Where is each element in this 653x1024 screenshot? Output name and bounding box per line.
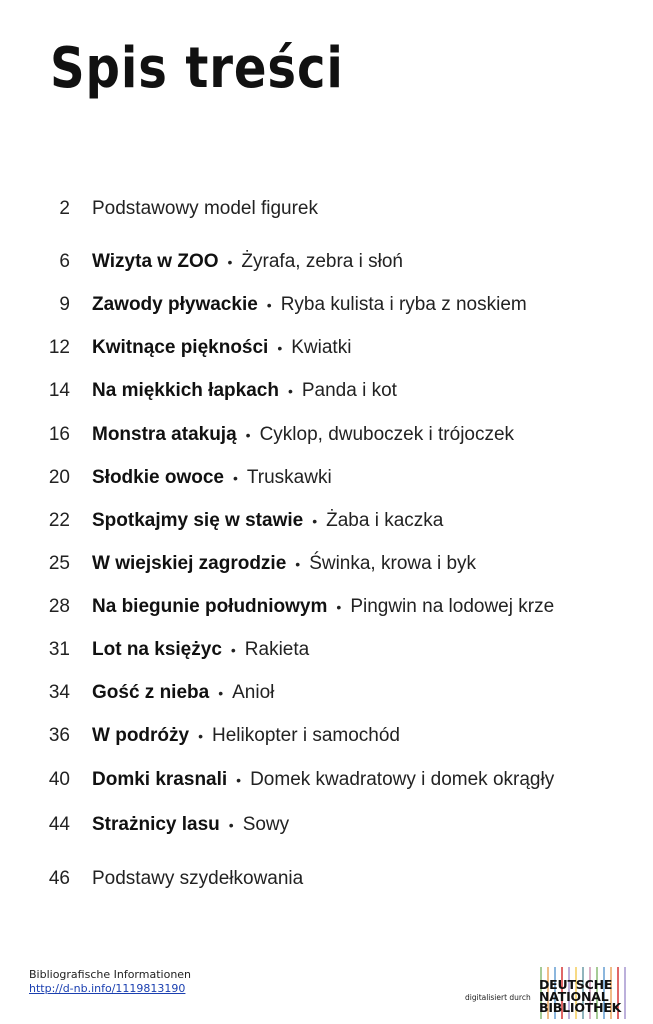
toc-title: Lot na księżyc bbox=[92, 639, 222, 660]
dnb-text-line: DEUTSCHE bbox=[539, 977, 613, 992]
dnb-text-line: NATIONAL bbox=[539, 988, 609, 1004]
toc-subtitle: Żyrafa, zebra i słoń bbox=[241, 251, 403, 272]
bibliographic-info bbox=[29, 968, 191, 996]
bullet-separator: • bbox=[232, 470, 238, 486]
toc-entry bbox=[0, 506, 640, 536]
toc-entry bbox=[0, 721, 640, 751]
toc-page-number: 2 bbox=[59, 198, 70, 219]
toc-title: Zawody pływackie bbox=[92, 294, 258, 315]
bullet-separator: • bbox=[266, 297, 272, 313]
toc-title: W wiejskiej zagrodzie bbox=[92, 553, 287, 574]
bullet-separator: • bbox=[236, 772, 242, 788]
bullet-separator: • bbox=[295, 556, 301, 572]
toc-entry bbox=[0, 247, 640, 277]
toc-title: Na biegunie południowym bbox=[92, 596, 328, 617]
toc-subtitle: Rakieta bbox=[244, 639, 310, 660]
toc-page-number: 36 bbox=[48, 725, 70, 746]
toc-subtitle: Domek kwadratowy i domek okrągły bbox=[250, 769, 555, 790]
toc-subtitle: Anioł bbox=[232, 682, 275, 703]
bullet-separator: • bbox=[277, 340, 283, 356]
toc-title: Podstawowy model figurek bbox=[92, 198, 318, 219]
toc-page-number: 20 bbox=[48, 467, 70, 488]
toc-page-number: 6 bbox=[59, 251, 70, 272]
toc-subtitle: Cyklop, dwuboczek i trójoczek bbox=[259, 424, 515, 445]
toc-page-number: 12 bbox=[48, 337, 70, 358]
toc-entry bbox=[0, 290, 640, 320]
toc-page-number: 9 bbox=[59, 294, 70, 315]
toc-subtitle: Żaba i kaczka bbox=[326, 510, 444, 531]
toc-page-number: 46 bbox=[48, 868, 70, 889]
toc-entry bbox=[0, 463, 640, 493]
toc-title: Słodkie owoce bbox=[92, 467, 224, 488]
toc-page-number: 14 bbox=[48, 380, 70, 401]
toc-title: Gość z nieba bbox=[92, 682, 210, 703]
toc-page-number: 40 bbox=[48, 769, 70, 790]
toc-title: Spotkajmy się w stawie bbox=[92, 510, 304, 531]
dnb-logo bbox=[539, 967, 627, 1019]
toc-entry bbox=[0, 864, 640, 894]
toc-entry bbox=[0, 765, 640, 795]
toc-page-number: 28 bbox=[48, 596, 70, 617]
toc-entry bbox=[0, 333, 640, 363]
bullet-separator: • bbox=[336, 599, 342, 615]
toc-title: Wizyta w ZOO bbox=[92, 251, 219, 272]
toc-subtitle: Sowy bbox=[242, 814, 290, 835]
toc-page-number: 31 bbox=[48, 639, 70, 660]
toc-subtitle: Kwiatki bbox=[291, 337, 352, 358]
toc-entry bbox=[0, 376, 640, 406]
toc-subtitle: Truskawki bbox=[246, 467, 332, 488]
toc-entry bbox=[0, 194, 640, 224]
toc-entry bbox=[0, 810, 640, 840]
bibliographic-label: Bibliografische Informationen bbox=[29, 968, 192, 981]
toc-entry bbox=[0, 678, 640, 708]
toc-title: Podstawy szydełkowania bbox=[92, 868, 304, 889]
bullet-separator: • bbox=[245, 427, 251, 443]
toc-entry bbox=[0, 420, 640, 450]
bullet-separator: • bbox=[287, 383, 293, 399]
toc-entry bbox=[0, 592, 640, 622]
toc-page-number: 34 bbox=[48, 682, 70, 703]
page-title: Spis treści bbox=[50, 36, 344, 101]
toc-title: Monstra atakują bbox=[92, 424, 237, 445]
bullet-separator: • bbox=[230, 642, 236, 658]
toc-title: Strażnicy lasu bbox=[92, 814, 220, 835]
bullet-separator: • bbox=[228, 817, 234, 833]
toc-title: W podróży bbox=[92, 725, 190, 746]
digitized-by-label: digitalisiert durch bbox=[465, 993, 531, 1002]
toc-title: Kwitnące piękności bbox=[92, 337, 269, 358]
toc-page-number: 25 bbox=[48, 553, 70, 574]
toc-page-number: 22 bbox=[48, 510, 70, 531]
toc-page-number: 16 bbox=[48, 424, 70, 445]
dnb-text-line: BIBLIOTHEK bbox=[539, 1000, 622, 1015]
bullet-separator: • bbox=[227, 254, 233, 270]
toc-entry bbox=[0, 635, 640, 665]
bullet-separator: • bbox=[218, 685, 224, 701]
toc-subtitle: Ryba kulista i ryba z noskiem bbox=[280, 294, 527, 315]
toc-subtitle: Świnka, krowa i byk bbox=[309, 553, 477, 574]
bibliographic-link[interactable]: http://d-nb.info/1119813190 bbox=[29, 982, 186, 995]
toc-title: Na miękkich łapkach bbox=[92, 380, 279, 401]
toc-subtitle: Helikopter i samochód bbox=[212, 725, 400, 746]
bullet-separator: • bbox=[198, 728, 204, 744]
toc-title: Domki krasnali bbox=[92, 769, 228, 790]
toc-page-number: 44 bbox=[48, 814, 70, 835]
toc-entry bbox=[0, 549, 640, 579]
bullet-separator: • bbox=[312, 513, 318, 529]
toc-subtitle: Panda i kot bbox=[301, 380, 397, 401]
toc-subtitle: Pingwin na lodowej krze bbox=[350, 596, 555, 617]
